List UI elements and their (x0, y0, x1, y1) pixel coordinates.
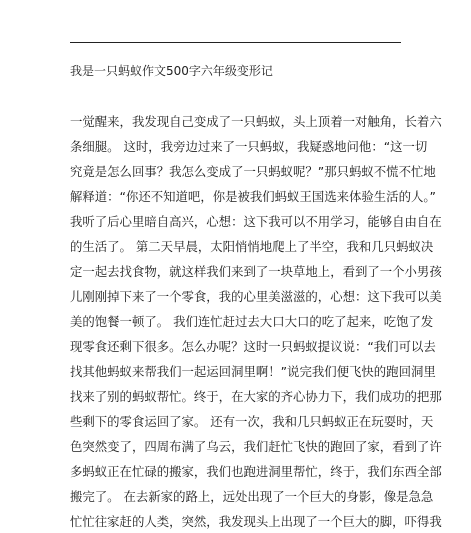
header-rule (70, 42, 401, 43)
body-line: 搬完了。 在去新家的路上，远处出现了一个巨大的身影，像是急急 (70, 489, 434, 504)
body-line: 一觉醒来，我发现自己变成了一只蚂蚁，头上顶着一对触角，长着六 (70, 114, 442, 129)
body-line: 些剩下的零食运回了家。 还有一次，我和几只蚂蚁正在玩耍时，天 (70, 414, 434, 429)
body-line: 找来了别的蚂蚁帮忙。终于，在大家的齐心协力下，我们成功的把那 (70, 389, 442, 404)
body-line: 定一起去找食物，就这样我们来到了一块草地上，看到了一个小男孩 (70, 264, 442, 279)
body-line: 的生活了。 第二天早晨，太阳悄悄地爬上了半空，我和几只蚂蚁决 (70, 239, 434, 254)
body-line: 我听了后心里暗自高兴，心想：这下我可以不用学习，能够自由自在 (70, 214, 442, 229)
body-line: 究竟是怎么回事？我怎么变成了一只蚂蚁呢？”那只蚂蚁不慌不忙地 (70, 164, 436, 179)
body-line: 儿刚刚掉下来了一个零食，我的心里美滋滋的，心想：这下我可以美 (70, 289, 442, 304)
body-line: 条细腿。 这时，我旁边过来了一只蚂蚁，我疑惑地问他：“这一切 (70, 139, 428, 154)
body-line: 色突然变了，四周布满了乌云，我们赶忙飞快的跑回了家，看到了许 (70, 439, 442, 454)
body-line: 忙忙往家赶的人类，突然，我发现头上出现了一个巨大的脚，吓得我 (70, 514, 442, 529)
document-body (70, 109, 442, 533)
body-line: 多蚂蚁正在忙碌的搬家，我们也跑进洞里帮忙，终于，我们东西全部 (70, 464, 442, 479)
body-line: 找其他蚂蚁来帮我们一起运回洞里啊！”说完我们便飞快的跑回洞里 (70, 364, 436, 379)
document-title: 我是一只蚂蚁作文500字六年级变形记 (70, 64, 273, 78)
body-line: 现零食还剩下很多。怎么办呢？这时一只蚂蚁提议说：“我们可以去 (70, 339, 436, 354)
body-line: 美的饱餐一顿了。 我们连忙赶过去大口大口的吃了起来，吃饱了发 (70, 314, 434, 329)
body-line: 解释道：“你还不知道吧，你是被我们蚂蚁王国选来体验生活的人。” (70, 189, 436, 204)
